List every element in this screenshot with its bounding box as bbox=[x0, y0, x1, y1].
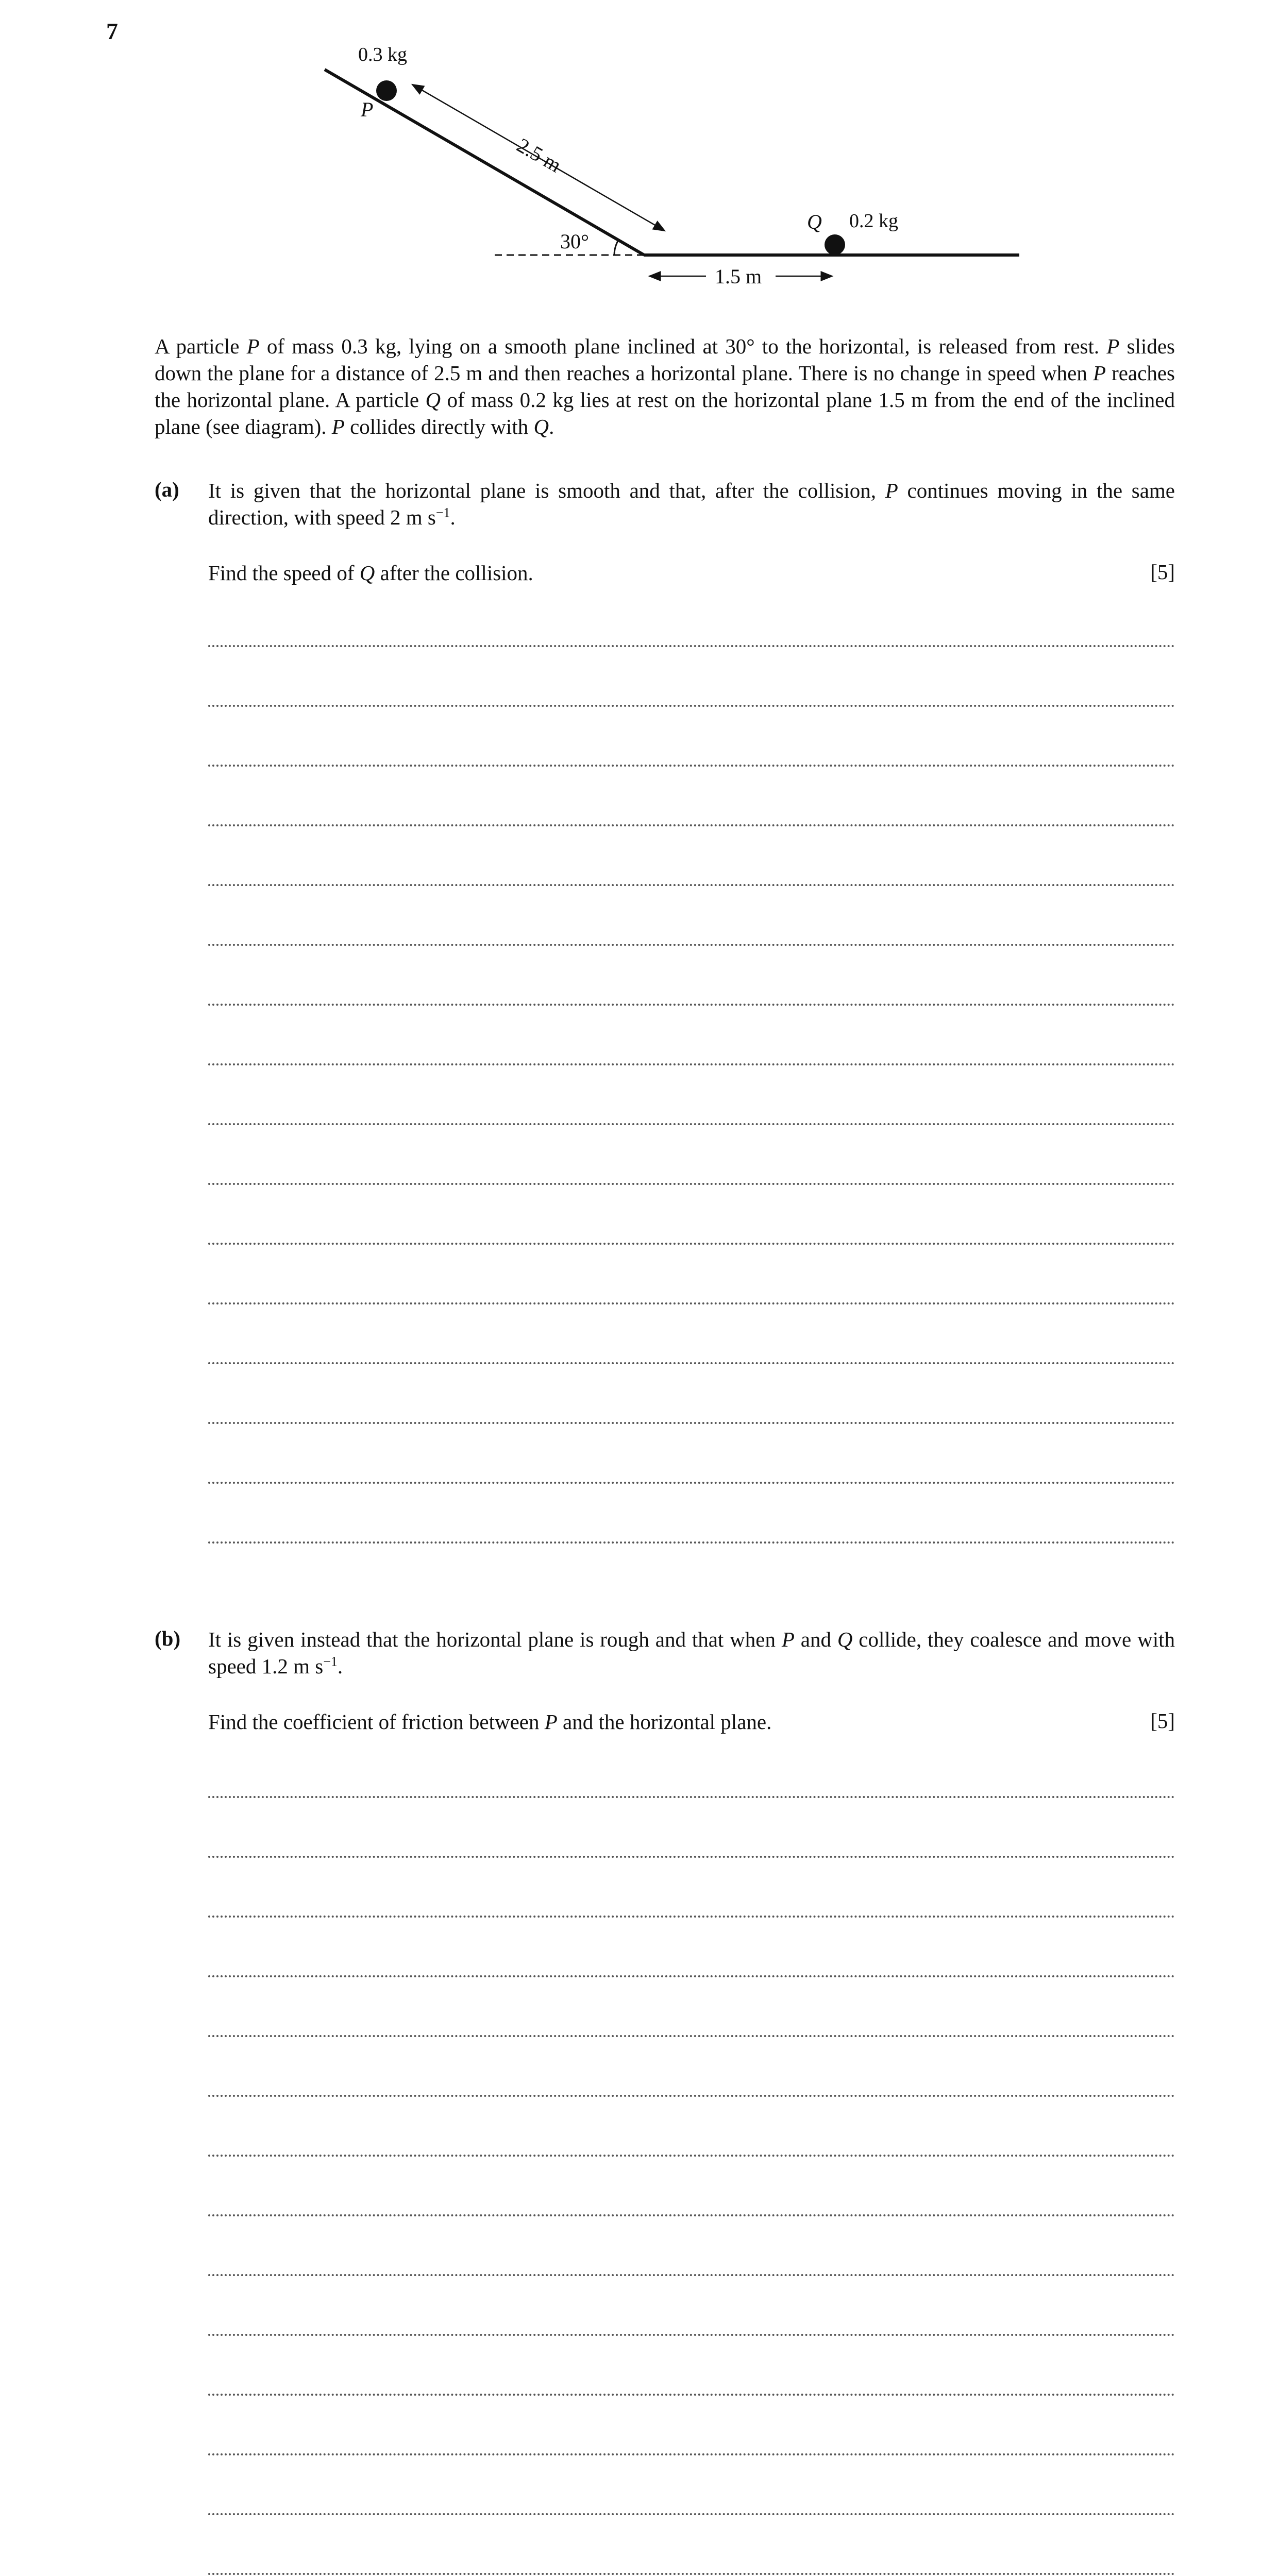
angle-label: 30° bbox=[560, 230, 589, 253]
part-b-task: Find the coefficient of friction between P and the horizontal plane. bbox=[208, 1710, 772, 1734]
inclined-plane-diagram bbox=[309, 31, 1031, 299]
answer-line[interactable] bbox=[208, 1006, 1175, 1065]
answer-line[interactable] bbox=[208, 1364, 1175, 1424]
p-label: P bbox=[361, 98, 374, 121]
answer-line[interactable] bbox=[208, 1125, 1175, 1185]
question-number: 7 bbox=[106, 18, 118, 44]
answer-line[interactable] bbox=[208, 2157, 1175, 2216]
angle-arc bbox=[614, 240, 618, 255]
part-a-marks: [5] bbox=[1150, 560, 1175, 584]
answer-line[interactable] bbox=[208, 1798, 1175, 1858]
part-b-text: It is given instead that the horizontal plane is rough and that when P and Q collide, they coalesce and move with speed 1.2 m $s^{-1}$. bbox=[208, 1628, 1175, 1678]
mass-q-label: 0.2 kg bbox=[849, 210, 898, 232]
answer-line[interactable] bbox=[208, 647, 1175, 707]
answer-line[interactable] bbox=[208, 2455, 1175, 2515]
answer-line[interactable] bbox=[208, 1484, 1175, 1544]
mass-p-label: 0.3 kg bbox=[358, 44, 407, 65]
answer-line[interactable] bbox=[208, 946, 1175, 1006]
answer-line[interactable] bbox=[208, 886, 1175, 946]
part-a-text: It is given that the horizontal plane is smooth and that, after the collision, P continues moving in the same direction, with speed 2 m $s^{-1}$. bbox=[208, 479, 1175, 529]
answer-line[interactable] bbox=[208, 2097, 1175, 2157]
answer-line[interactable] bbox=[208, 2037, 1175, 2097]
answer-line[interactable] bbox=[208, 1185, 1175, 1245]
part-a-task: Find the speed of Q after the collision. bbox=[208, 561, 533, 585]
part-b-marks: [5] bbox=[1150, 1709, 1175, 1733]
answer-line[interactable] bbox=[208, 2276, 1175, 2336]
answer-line[interactable] bbox=[208, 2336, 1175, 2396]
answer-line[interactable] bbox=[208, 1424, 1175, 1484]
answer-line[interactable] bbox=[208, 1304, 1175, 1364]
inclined-plane-line bbox=[325, 70, 644, 255]
distance-label: 1.5 m bbox=[715, 265, 762, 288]
question-intro: A particle P of mass 0.3 kg, lying on a smooth plane inclined at 30° to the horizontal, is released from rest. P slides down the plane for a distance of 2.5 m and then reaches a horizontal plane. There is no change in speed when P reaches the horizontal plane. A particle Q of mass 0.2 kg lies at rest on the horizontal plane 1.5 m from the end of the inclined plane (see diagram). P collides directly with Q. bbox=[155, 334, 1175, 438]
answer-line[interactable] bbox=[208, 587, 1175, 647]
answer-line[interactable] bbox=[208, 1918, 1175, 1977]
part-b-label: (b) bbox=[155, 1626, 181, 1650]
answer-line[interactable] bbox=[208, 2216, 1175, 2276]
part-b-answer-area[interactable] bbox=[208, 1738, 1175, 2576]
answer-line[interactable] bbox=[208, 2515, 1175, 2575]
answer-line[interactable] bbox=[208, 1977, 1175, 2037]
answer-line[interactable] bbox=[208, 2396, 1175, 2455]
answer-line[interactable] bbox=[208, 1858, 1175, 1918]
answer-line[interactable] bbox=[208, 826, 1175, 886]
part-a-answer-area[interactable] bbox=[208, 587, 1175, 1544]
answer-line[interactable] bbox=[208, 1065, 1175, 1125]
answer-line[interactable] bbox=[208, 707, 1175, 767]
answer-line[interactable] bbox=[208, 767, 1175, 826]
part-a-label: (a) bbox=[155, 478, 179, 501]
particle-p bbox=[376, 80, 397, 101]
q-label: Q bbox=[807, 210, 822, 233]
answer-line[interactable] bbox=[208, 1738, 1175, 1798]
slope-length-label: 2.5 m bbox=[513, 133, 565, 177]
particle-q bbox=[825, 234, 845, 255]
answer-line[interactable] bbox=[208, 1245, 1175, 1304]
